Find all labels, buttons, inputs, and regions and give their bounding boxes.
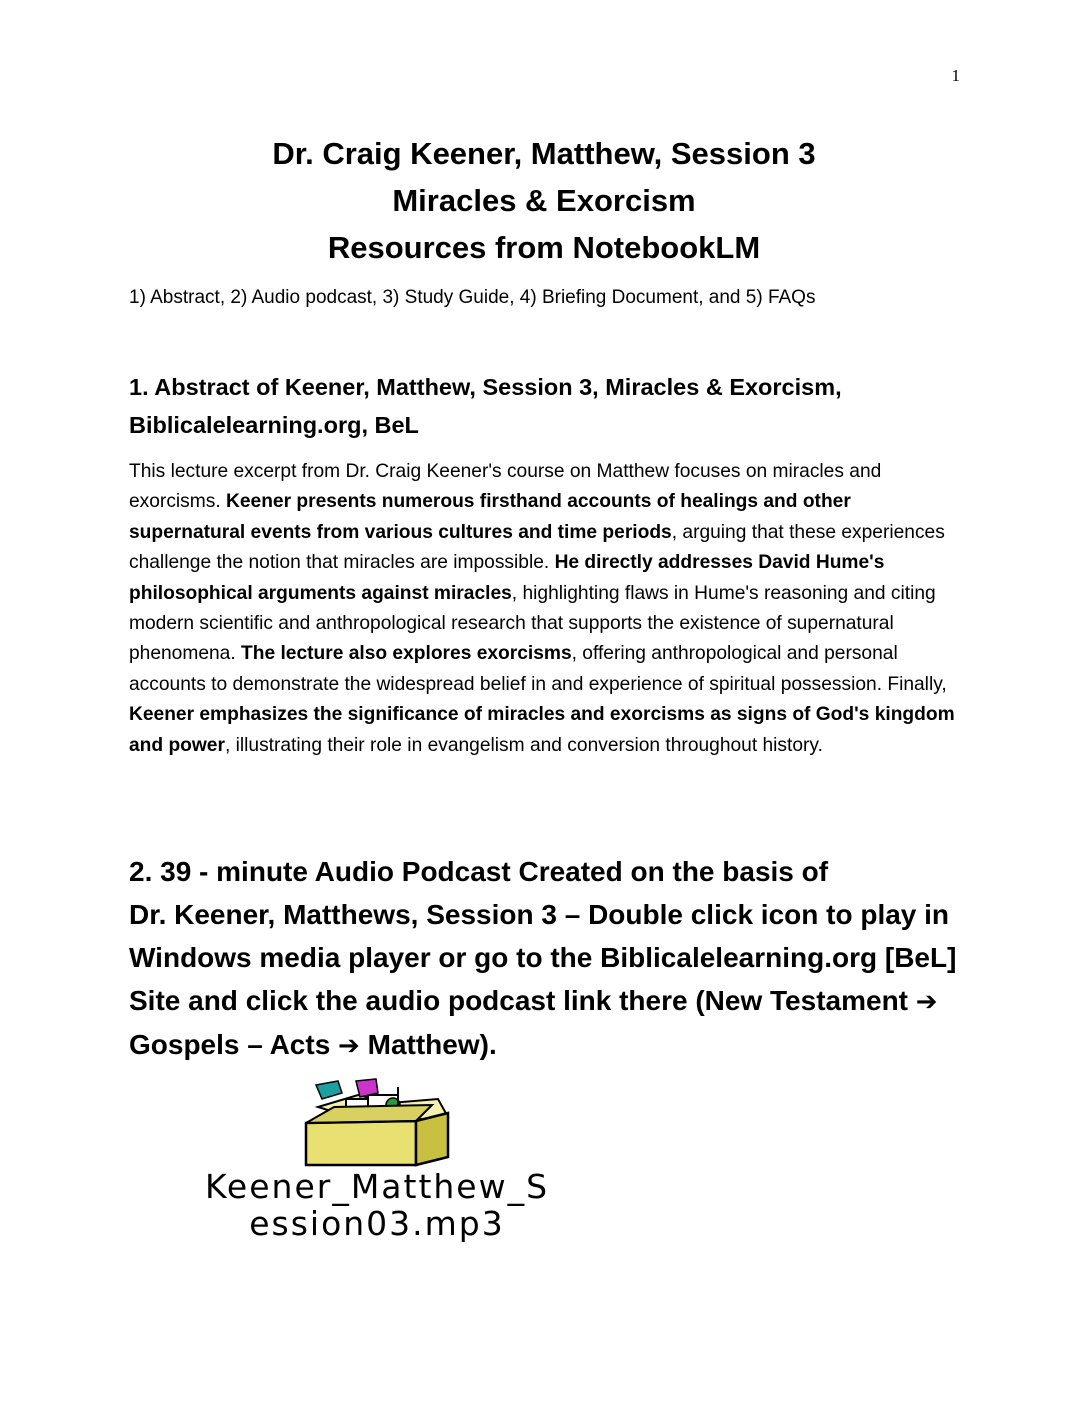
title-line-2: Miracles & Exorcism [392, 183, 696, 218]
section1-heading [129, 368, 969, 444]
abstract-paragraph [129, 457, 959, 761]
audio-filename-line1: Keener_Matthew_S [204, 1167, 550, 1206]
abstract-text-segment: , arguing that these experiences challenge the notion that miracles are impossible. [129, 521, 945, 574]
section2-line4-text: Site and click the audio podcast link there (New Testament [129, 985, 916, 1016]
section1-heading-line1: 1. Abstract of Keener, Matthew, Session 3, Miracles & Exorcism, [129, 374, 842, 400]
section2-line3: Windows media player or go to the Biblicalelearning.org [BeL] [129, 942, 957, 973]
abstract-bold-segment: Keener emphasizes the significance of miracles and exorcisms as signs of God's kingdom and power [129, 704, 955, 756]
audio-filename-line2: ession03.mp3 [249, 1204, 505, 1243]
section2-line5-text-a: Gospels – Acts [129, 1029, 339, 1060]
section2-line5 [129, 1023, 964, 1067]
section2-line1: 2. 39 - minute Audio Podcast Created on the basis of [129, 856, 829, 887]
page-number: 1 [951, 66, 960, 85]
page-title [0, 130, 1088, 271]
abstract-bold-segment: Keener presents numerous firsthand accounts of healings and other supernatural events from various cultures and time periods [129, 491, 851, 543]
arrow-right-icon: ➔ [915, 986, 938, 1016]
abstract-text-segment: , illustrating their role in evangelism and conversion throughout history. [224, 734, 823, 756]
section2-line4 [129, 979, 964, 1023]
package-icon[interactable] [298, 1077, 458, 1167]
package-icon-graphic [298, 1077, 458, 1167]
section1-heading-line2: Biblicalelearning.org, BeL [129, 412, 419, 438]
title-line-3: Resources from NotebookLM [327, 230, 761, 265]
abstract-text-segment: , offering anthropological and personal accounts to demonstrate the widespread belief in and experience of spiritual possession. Finally, [129, 643, 947, 695]
audio-file-link[interactable] [132, 1168, 622, 1242]
abstract-bold-segment: He directly addresses David Hume's philosophical arguments against miracles [129, 552, 885, 604]
section2-heading [129, 850, 964, 1067]
arrow-right-icon: ➔ [338, 1030, 360, 1060]
abstract-text-segment: , highlighting flaws in Hume's reasoning and citing modern scientific and anthropological research that supports the existence of supernatural phenomena. [129, 582, 936, 665]
title-line-1: Dr. Craig Keener, Matthew, Session 3 [272, 136, 816, 171]
section2-line5-text-b: Matthew). [359, 1029, 497, 1060]
abstract-bold-segment: The lecture also explores exorcisms [241, 643, 572, 665]
resources-list: 1) Abstract, 2) Audio podcast, 3) Study Guide, 4) Briefing Document, and 5) FAQs [129, 287, 816, 308]
abstract-text-segment: This lecture excerpt from Dr. Craig Keener's course on Matthew focuses on miracles and exorcisms. [129, 461, 882, 513]
section2-line2: Dr. Keener, Matthews, Session 3 – Double click icon to play in [129, 899, 950, 930]
